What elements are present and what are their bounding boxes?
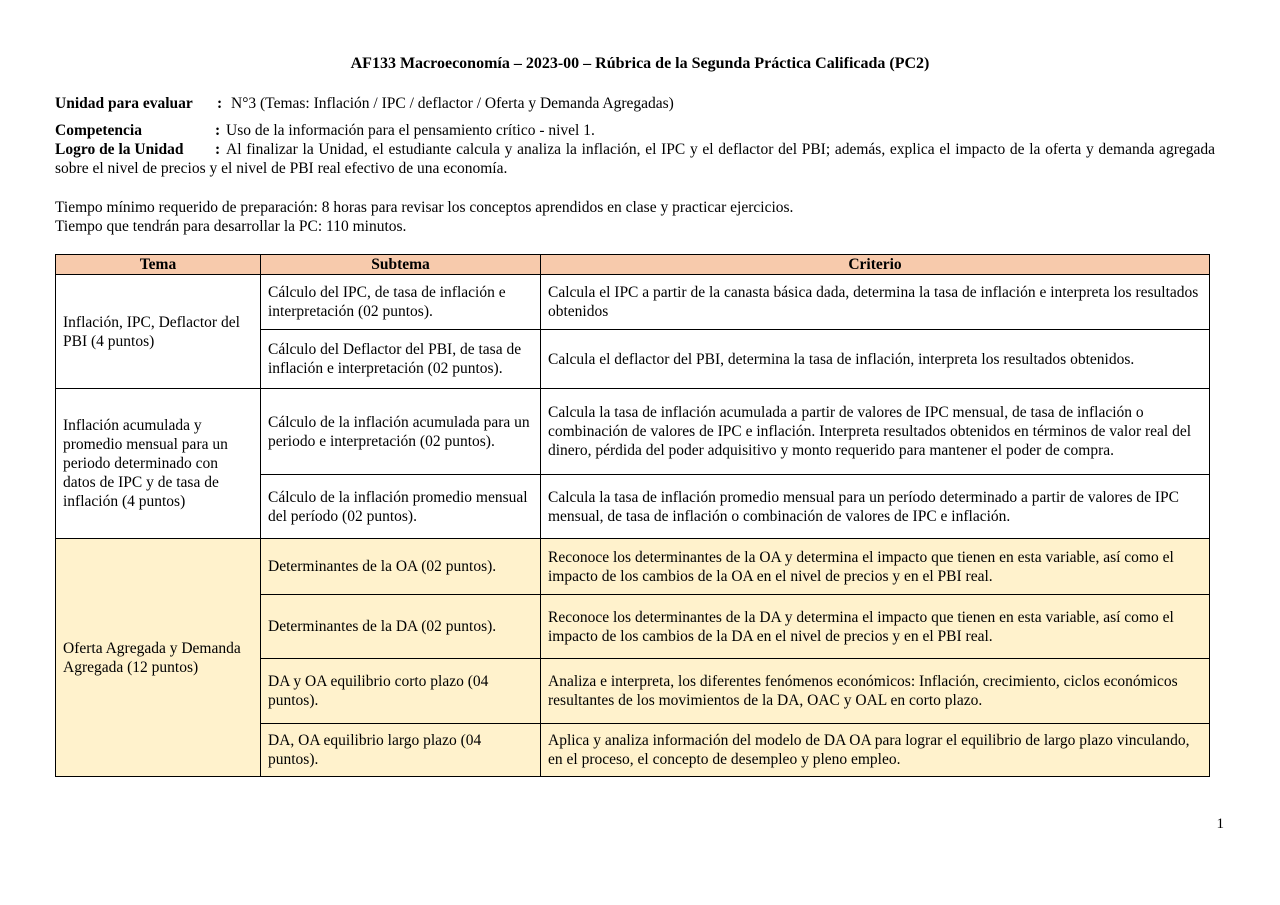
table-row — [56, 275, 1210, 330]
logro-separator: : — [215, 141, 221, 158]
page-number: 1 — [1216, 816, 1224, 832]
subtema-cell: Cálculo del Deflactor del PBI, de tasa de inflación e interpretación (02 puntos). — [261, 330, 541, 389]
tema-cell: Inflación, IPC, Deflactor del PBI (4 puntos) — [56, 275, 261, 389]
table-row — [56, 389, 1210, 475]
header-criterio: Criterio — [541, 255, 1210, 275]
logro-value: Al finalizar la Unidad, el estudiante calcula y analiza la inflación, el IPC y el deflactor del PBI; además, explica el impacto de la oferta y demanda agregada sobre el nivel de precios y el nivel de PBI real efectivo de una economía. — [55, 141, 1215, 177]
criterio-cell: Reconoce los determinantes de la OA y determina el impacto que tienen en esta variable, así como el impacto de los cambios de la OA en el nivel de precios y en el PBI real. — [541, 539, 1210, 595]
subtema-cell: Determinantes de la OA (02 puntos). — [261, 539, 541, 595]
table-header-row — [56, 255, 1210, 275]
logro-label: Logro de la Unidad — [55, 141, 184, 158]
rubric-table — [55, 254, 1210, 777]
subtema-cell: DA, OA equilibrio largo plazo (04 puntos). — [261, 724, 541, 777]
tiempo-minimo: Tiempo mínimo requerido de preparación: 8 horas para revisar los conceptos aprendidos en clase y practicar ejercicios. — [55, 199, 794, 216]
subtema-cell: Cálculo de la inflación acumulada para un periodo e interpretación (02 puntos). — [261, 389, 541, 475]
subtema-cell: Cálculo de la inflación promedio mensual del período (02 puntos). — [261, 475, 541, 539]
subtema-cell: Determinantes de la DA (02 puntos). — [261, 595, 541, 659]
header-subtema: Subtema — [261, 255, 541, 275]
tema-cell: Oferta Agregada y Demanda Agregada (12 puntos) — [56, 539, 261, 777]
criterio-cell: Calcula la tasa de inflación promedio mensual para un período determinado a partir de valores de IPC mensual, de tasa de inflación o combinación de valores de IPC e inflación. — [541, 475, 1210, 539]
tiempo-pc: Tiempo que tendrán para desarrollar la PC: 110 minutos. — [55, 218, 407, 235]
subtema-cell: Cálculo del IPC, de tasa de inflación e interpretación (02 puntos). — [261, 275, 541, 330]
competencia-separator: : — [215, 122, 221, 139]
subtema-cell: DA y OA equilibrio corto plazo (04 puntos). — [261, 659, 541, 724]
document-title: AF133 Macroeconomía – 2023-00 – Rúbrica de la Segunda Práctica Calificada (PC2) — [350, 55, 930, 72]
criterio-cell: Calcula el IPC a partir de la canasta básica dada, determina la tasa de inflación e interpreta los resultados obtenidos — [541, 275, 1210, 330]
unidad-line — [55, 94, 674, 113]
competencia-line — [55, 121, 595, 140]
criterio-cell: Calcula el deflactor del PBI, determina la tasa de inflación, interpreta los resultados obtenidos. — [541, 330, 1210, 389]
header-tema: Tema — [56, 255, 261, 275]
tema-cell: Inflación acumulada y promedio mensual para un periodo determinado con datos de IPC y de tasa de inflación (4 puntos) — [56, 389, 261, 539]
criterio-cell: Aplica y analiza información del modelo de DA OA para lograr el equilibrio de largo plazo vinculando, en el proceso, el concepto de desempleo y pleno empleo. — [541, 724, 1210, 777]
unidad-value: N°3 (Temas: Inflación / IPC / deflactor / Oferta y Demanda Agregadas) — [231, 95, 674, 112]
table-row — [56, 539, 1210, 595]
criterio-cell: Reconoce los determinantes de la DA y determina el impacto que tienen en esta variable, así como el impacto de los cambios de la DA en el nivel de precios y en el PBI real. — [541, 595, 1210, 659]
criterio-cell: Calcula la tasa de inflación acumulada a partir de valores de IPC mensual, de tasa de inflación o combinación de valores de IPC e inflación. Interpreta resultados obtenidos en términos de valor real del dinero, pérdida del poder adquisitivo y monto requerido para mantener el poder de compra. — [541, 389, 1210, 475]
competencia-label: Competencia — [55, 122, 142, 139]
competencia-value: Uso de la información para el pensamiento crítico - nivel 1. — [226, 122, 595, 139]
logro-paragraph — [55, 140, 1215, 178]
unidad-label: Unidad para evaluar — [55, 95, 193, 112]
unidad-separator: : — [217, 95, 223, 112]
criterio-cell: Analiza e interpreta, los diferentes fenómenos económicos: Inflación, crecimiento, ciclos económicos resultantes de los movimientos de la DA, OAC y OAL en corto plazo. — [541, 659, 1210, 724]
